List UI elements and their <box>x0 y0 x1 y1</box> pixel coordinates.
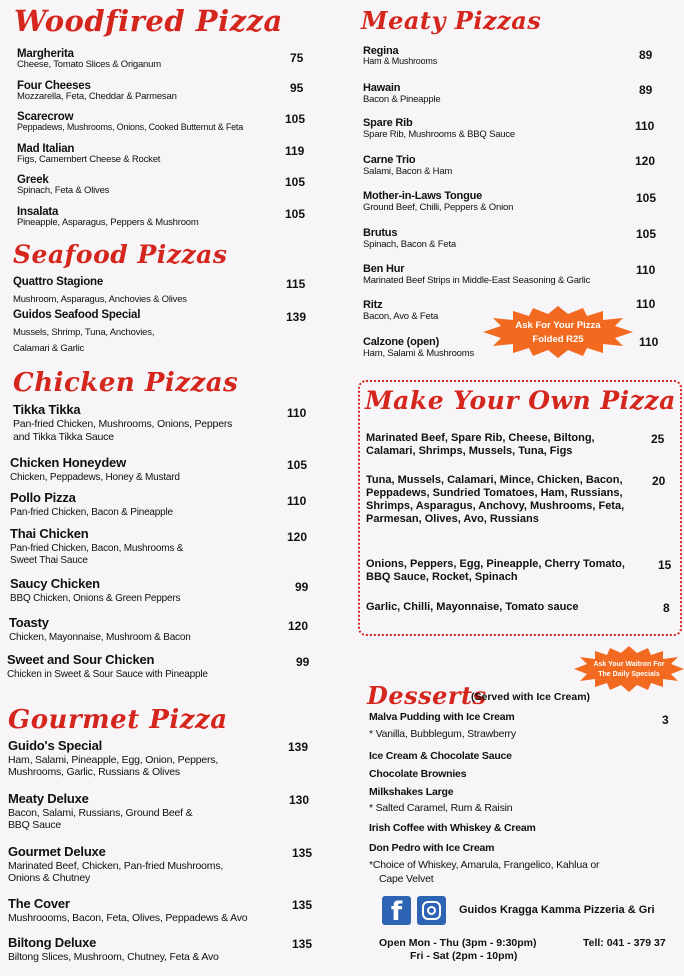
dessert-line: * Vanilla, Bubblegum, Strawberry <box>369 728 516 740</box>
item-desc: Figs, Camembert Cheese & Rocket <box>17 154 161 165</box>
item-price: 135 <box>292 846 313 860</box>
item-name: Scarecrow <box>17 111 74 123</box>
dessert-line: Milkshakes Large <box>369 786 454 798</box>
item-name: Thai Chicken <box>10 526 89 541</box>
item-desc: Bacon, Avo & Feta <box>363 311 439 322</box>
item-desc: Marinated Beef Strips in Middle-East Seasoning & Garlic <box>363 275 591 286</box>
seafood-heading: Seafood Pizzas <box>13 240 228 269</box>
dessert-line: Malva Pudding with Ice Cream <box>369 711 515 723</box>
item-desc: Ground Beef, Chilli, Peppers & Onion <box>363 202 514 213</box>
own-item <box>366 601 634 614</box>
specials-line2: The Daily Specials <box>598 670 660 678</box>
burst-shape <box>483 306 633 358</box>
item-desc: Pineapple, Asparagus, Peppers & Mushroom <box>17 217 199 228</box>
item-name: Pollo Pizza <box>10 490 76 505</box>
burst-shape <box>574 646 684 692</box>
item-desc: Mushroom, Asparagus, Anchovies & Olives <box>13 294 187 305</box>
dessert-line: Ice Cream & Chocolate Sauce <box>369 750 512 762</box>
item-desc: Bacon, Salami, Russians, Ground Beef & <box>8 807 193 819</box>
dessert-price: 3 <box>662 713 669 727</box>
item-name: Ritz <box>363 299 383 311</box>
dessert-line: Don Pedro with Ice Cream <box>369 842 495 854</box>
item-name: Gourmet Deluxe <box>8 844 106 859</box>
burst-line2: Folded R25 <box>532 333 584 345</box>
item-price: 110 <box>636 297 656 311</box>
item-name: Hawain <box>363 82 401 94</box>
item-price: 120 <box>288 619 309 633</box>
own-item-text: Garlic, Chilli, Mayonnaise, Tomato sauce <box>366 601 579 613</box>
facebook-icon[interactable]: f <box>382 896 411 925</box>
item-name: Meaty Deluxe <box>8 791 89 806</box>
item-price: 139 <box>288 740 309 754</box>
item-name: Regina <box>363 45 399 57</box>
item-desc-line2: BBQ Sauce <box>8 819 62 831</box>
item-price: 75 <box>290 51 304 65</box>
own-item-text: Marinated Beef, Spare Rib, Cheese, Biltong, Calamari, Shrimps, Mussels, Tuna, Figs <box>366 432 595 457</box>
item-name: Biltong Deluxe <box>8 935 97 950</box>
item-desc: Mushroooms, Bacon, Feta, Olives, Peppadews & Avo <box>8 912 248 924</box>
meaty-heading: Meaty Pizzas <box>361 6 542 35</box>
fold-pizza-burst <box>483 306 633 358</box>
item-price: 105 <box>287 458 308 472</box>
item-desc: BBQ Chicken, Onions & Green Peppers <box>10 593 181 604</box>
item-name: Brutus <box>363 227 398 239</box>
item-price: 105 <box>285 207 306 221</box>
item-desc: Pan-fried Chicken, Bacon, Mushrooms & <box>10 543 184 554</box>
item-price: 135 <box>292 937 313 951</box>
make-your-own-heading: Make Your Own Pizza <box>365 386 676 415</box>
item-desc: Pan-fried Chicken, Mushrooms, Onions, Peppers <box>13 418 233 430</box>
item-desc-line2: Sweet Thai Sauce <box>10 555 88 566</box>
item-price: 105 <box>285 112 306 126</box>
item-price: 99 <box>295 580 309 594</box>
item-desc-line2: Mushrooms, Garlic, Russians & Olives <box>8 766 180 778</box>
item-name: Insalata <box>17 206 59 218</box>
dessert-line: *Choice of Whiskey, Amarula, Frangelico, Kahlua or <box>369 859 600 871</box>
item-name: Carne Trio <box>363 154 416 166</box>
item-price: 110 <box>635 119 655 133</box>
own-item-price: 25 <box>651 432 665 446</box>
footer-phone: Tell: 041 - 379 37 <box>583 937 666 949</box>
item-price: 110 <box>287 406 307 420</box>
item-name: Quattro Stagione <box>13 276 104 288</box>
item-price: 95 <box>290 81 304 95</box>
item-price: 105 <box>636 191 657 205</box>
item-name: Mad Italian <box>17 143 75 155</box>
desserts-heading: Desserts <box>367 681 487 710</box>
dessert-line: Irish Coffee with Whiskey & Cream <box>369 822 536 834</box>
item-desc: Chicken in Sweet & Sour Sauce with Pineapple <box>7 669 208 680</box>
footer-brand: Guidos Kragga Kamma Pizzeria & Gri <box>459 904 655 916</box>
item-desc: Mussels, Shrimp, Tuna, Anchovies, <box>13 327 155 338</box>
own-item-price: 20 <box>652 474 666 488</box>
footer-hours-weekday: Open Mon - Thu (3pm - 9:30pm) <box>379 937 537 949</box>
item-price: 120 <box>287 530 308 544</box>
chicken-heading: Chicken Pizzas <box>13 368 239 398</box>
specials-burst <box>574 646 684 692</box>
own-item-price: 8 <box>663 601 670 615</box>
item-price: 89 <box>639 48 653 62</box>
item-price: 135 <box>292 898 313 912</box>
item-name: Margherita <box>17 48 74 60</box>
item-desc: Ham, Salami & Mushrooms <box>363 348 475 359</box>
footer-hours-weekend: Fri - Sat (2pm - 10pm) <box>410 950 518 962</box>
item-desc: Marinated Beef, Chicken, Pan-fried Mushrooms, <box>8 860 224 872</box>
item-desc: Spare Rib, Mushrooms & BBQ Sauce <box>363 129 516 140</box>
burst-line1: Ask For Your Pizza <box>515 319 601 331</box>
item-price: 110 <box>636 263 656 277</box>
item-desc: Ham, Salami, Pineapple, Egg, Onion, Peppers, <box>8 754 219 766</box>
own-item <box>366 558 634 584</box>
item-price: 89 <box>639 83 653 97</box>
own-item-text: Tuna, Mussels, Calamari, Mince, Chicken, Bacon, Peppadews, Sundried Tomatoes, Ham, Russians, Shrimps, Asparagus, Anchovy, Mushrooms, Feta, Parmesan, Olives, Avo, Russians <box>366 474 625 525</box>
item-price: 139 <box>286 310 307 324</box>
item-desc: Cheese, Tomato Slices & Origanum <box>17 59 161 70</box>
item-desc: Chicken, Peppadews, Honey & Mustard <box>10 472 180 483</box>
item-price: 120 <box>635 154 656 168</box>
item-name: Guido's Special <box>8 738 103 753</box>
specials-line1: Ask Your Waitron For <box>593 660 665 668</box>
dessert-line: * Salted Caramel, Rum & Raisin <box>369 802 513 814</box>
woodfired-heading: Woodfired Pizza <box>14 4 283 38</box>
item-desc: Biltong Slices, Mushroom, Chutney, Feta & Avo <box>8 951 219 963</box>
item-name: Tikka Tikka <box>13 402 81 417</box>
item-name: Ben Hur <box>363 263 405 275</box>
item-desc: Bacon & Pineapple <box>363 94 441 105</box>
own-item <box>366 432 628 458</box>
item-price: 110 <box>639 335 659 349</box>
item-desc: Salami, Bacon & Ham <box>363 166 453 177</box>
item-desc-line2: and Tikka Tikka Sauce <box>13 431 114 443</box>
instagram-icon[interactable] <box>417 896 446 925</box>
item-name: Calzone (open) <box>363 336 440 348</box>
item-price: 115 <box>286 277 306 291</box>
item-price: 110 <box>287 494 307 508</box>
item-name: Guidos Seafood Special <box>13 309 141 321</box>
item-desc: Peppadews, Mushrooms, Onions, Cooked Butternut & Feta <box>17 122 244 132</box>
item-name: The Cover <box>8 896 70 911</box>
item-price: 119 <box>285 144 305 158</box>
item-desc: Ham & Mushrooms <box>363 56 438 66</box>
item-desc: Chicken, Mayonnaise, Mushroom & Bacon <box>9 632 191 643</box>
item-name: Mother-in-Laws Tongue <box>363 190 483 202</box>
item-desc-line2: Calamari & Garlic <box>13 343 85 354</box>
dessert-line: Chocolate Brownies <box>369 768 467 780</box>
own-item <box>366 474 632 526</box>
own-item-text: Onions, Peppers, Egg, Pineapple, Cherry Tomato, BBQ Sauce, Rocket, Spinach <box>366 558 625 583</box>
item-name: Chicken Honeydew <box>10 455 126 470</box>
item-price: 99 <box>296 655 310 669</box>
dessert-line: Cape Velvet <box>379 873 434 885</box>
item-name: Spare Rib <box>363 117 413 129</box>
desserts-subheading: (Served with Ice Cream) <box>471 691 591 703</box>
item-name: Saucy Chicken <box>10 576 100 591</box>
item-name: Toasty <box>9 615 49 630</box>
item-desc: Mozzarella, Feta, Cheddar & Parmesan <box>17 91 177 102</box>
item-name: Sweet and Sour Chicken <box>7 652 155 667</box>
own-item-price: 15 <box>658 558 672 572</box>
gourmet-heading: Gourmet Pizza <box>8 705 228 735</box>
item-price: 105 <box>636 227 657 241</box>
item-price: 130 <box>289 793 310 807</box>
item-desc: Pan-fried Chicken, Bacon & Pineapple <box>10 507 173 518</box>
item-price: 105 <box>285 175 306 189</box>
item-name: Four Cheeses <box>17 80 91 92</box>
item-desc: Spinach, Bacon & Feta <box>363 239 456 250</box>
item-desc: Spinach, Feta & Olives <box>17 185 110 196</box>
item-desc-line2: Onions & Chutney <box>8 872 91 884</box>
item-name: Greek <box>17 174 49 186</box>
